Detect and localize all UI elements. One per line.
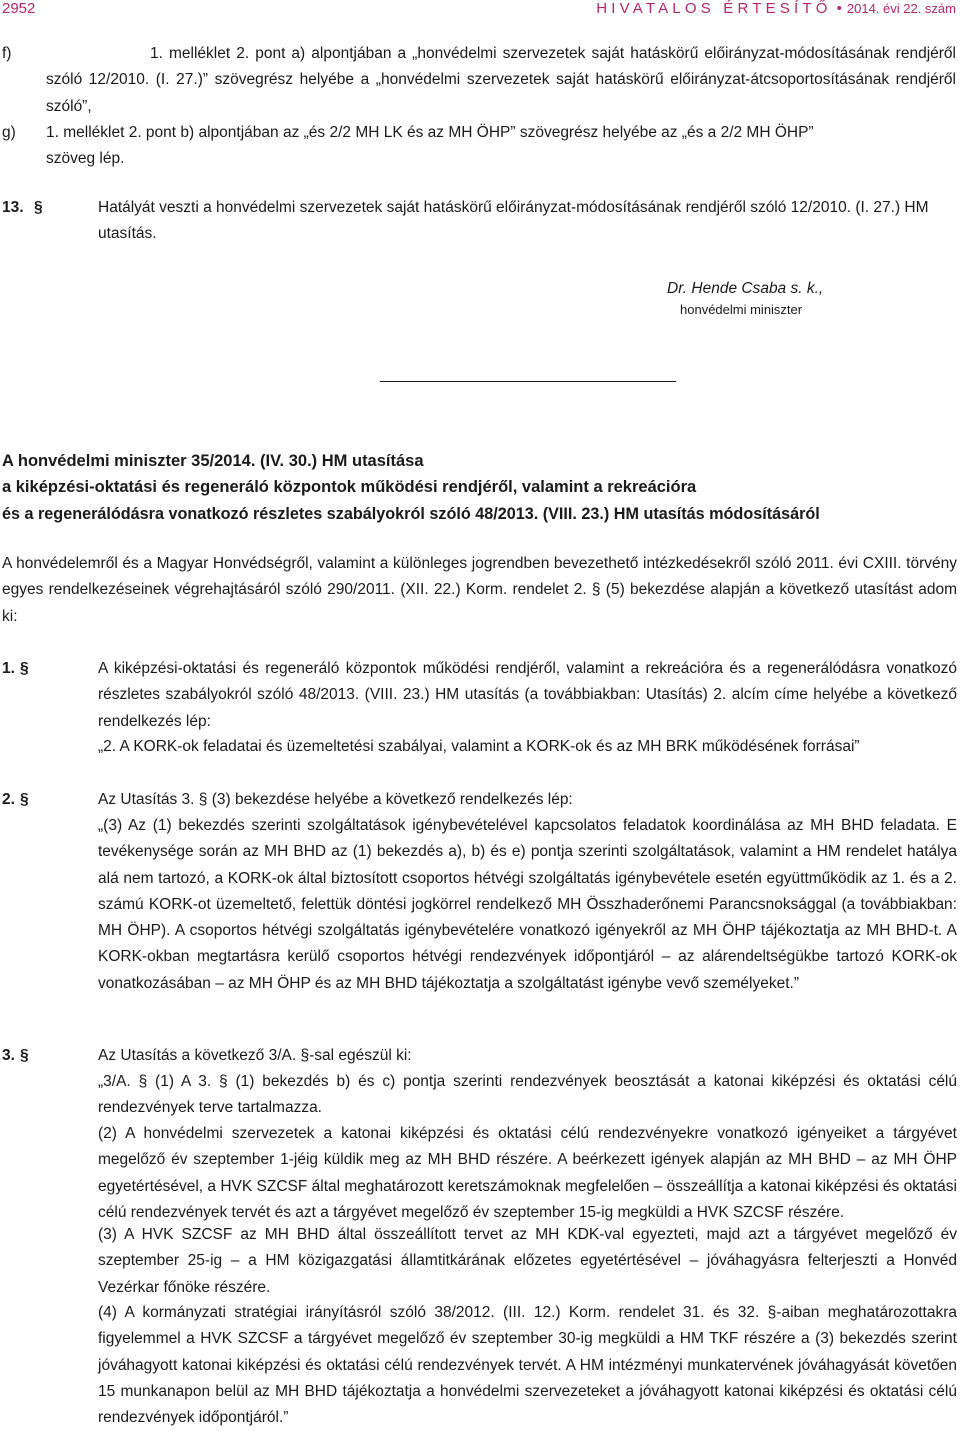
section-2-text: Az Utasítás 3. § (3) bekezdése helyébe a következő rendelkezés lép: — [98, 791, 573, 808]
signatory-name: Dr. Hende Csaba s. k., — [667, 280, 824, 297]
title-line-1: A honvédelmi miniszter 35/2014. (IV. 30.) HM utasítása — [2, 452, 424, 470]
issue-label: 2014. évi 22. szám — [846, 1, 956, 16]
document-title — [2, 448, 960, 527]
signatory-role: honvédelmi miniszter — [680, 302, 803, 317]
section-3-paragraph-3: (3) A HVK SZCSF az MH BHD által összeállított tervet az MH KDK-val egyezteti, majd azt a tárgyévet megelőző év szeptember 25-ig – a HM közigazgatási államtitkárának előzetes egyetértésével – jóváhagyásra felterjeszti a Honvéd Vezérkar főnöke részére. — [98, 1226, 957, 1296]
page-number: 2952 — [2, 0, 36, 17]
section-3-sign: § — [20, 1047, 29, 1064]
section-1-number: 1. — [2, 660, 15, 677]
title-line-2: a kiképzési-oktatási és regeneráló központok működési rendjéről, valamint a rekreációra — [2, 478, 697, 497]
separator-line — [380, 381, 676, 382]
preamble: A honvédelemről és a Magyar Honvédségről, valamint a különleges jogrendben bevezethető intézkedésekről szóló 2011. évi CXIII. törvény egyes rendelkezéseinek végrehajtásáról szóló 290/2011. (XII. 22.) Korm. rendelet 2. § (5) bekezdése alapján a következő utasítást adom ki: — [2, 555, 957, 625]
section-2-sign: § — [20, 791, 29, 808]
section-1-text: A kiképzési-oktatási és regeneráló központok működési rendjéről, valamint a rekreációra és a regenerálódásra vonatkozó részletes szabályokról szóló 48/2013. (VIII. 23.) HM utasítás (a továbbiakban: Utasítás) 2. alcím címe helyébe a következő rendelkezés lép: — [98, 660, 957, 730]
section-1-sign: § — [20, 660, 29, 677]
point-g-text-line1: 1. melléklet 2. pont b) alpontjában az „és 2/2 MH LK és az MH ÖHP” szövegrész helyébe az „és a 2/2 MH ÖHP” — [46, 124, 814, 141]
section-13-text: Hatályát veszti a honvédelmi szervezetek saját hatáskörű előirányzat-módosításának rendjéről szóló 12/2010. (I. 27.) HM utasítás. — [98, 199, 929, 243]
point-g-text-line2: szöveg lép. — [46, 150, 125, 167]
section-3-number: 3. — [2, 1047, 15, 1064]
section-13-number: 13. — [2, 199, 24, 216]
section-3-paragraph-4: (4) A kormányzati stratégiai irányításról szóló 38/2012. (III. 12.) Korm. rendelet 31. és 32. §-aiban meghatározottakra figyelemmel a HVK SZCSF a tárgyévet megelőző év szeptember 30-ig megküldi a HM TKF részére a (3) bekezdés szerint jóváhagyott katonai kiképzési és oktatási célú rendezvények tervét. A HM intézményi munkatervének jóváhagyását követően 15 munkanapon belül az MH BHD tájékoztatja a honvédelmi szervezeteket a jóváhagyott katonai kiképzési és oktatási célú rendezvények időpontjáról.” — [98, 1304, 957, 1427]
section-2-number: 2. — [2, 791, 15, 808]
point-f-text: 1. melléklet 2. pont a) alpontjában a „honvédelmi szervezetek saját hatáskörű előirányzat-módosításának rendjéről szóló 12/2010. (I. 27.)” szövegrész helyébe a „honvédelmi szervezetek saját hatáskörű előirányzat-átcsoportosításának rendjéről szóló”, — [46, 45, 956, 115]
header-bullet: • — [836, 0, 842, 17]
section-3-paragraph-2: (2) A honvédelmi szervezetek a katonai kiképzési és oktatási célú rendezvényekre vonatkozó igényeiket a tárgyévet megelőző év szeptember 1-jéig küldik meg az MH BHD részére. A beérkezett igények alapján az MH BHD – az MH ÖHP egyetértésével, a HVK SZCSF által meghatározott keretszámoknak megfelelően – összeállítja a katonai kiképzési és oktatási célú rendezvények tervét és azt a tárgyévet megelőző év szeptember 15-ig megküldi a HVK SZCSF részére. — [98, 1125, 957, 1221]
title-line-3: és a regenerálódásra vonatkozó részletes szabályokról szóló 48/2013. (VIII. 23.) HM utasítás módosításáról — [2, 504, 820, 523]
running-header — [596, 0, 956, 17]
point-g-label: g) — [2, 124, 16, 141]
section-1-quote: „2. A KORK-ok feladatai és üzemeltetési szabályai, valamint a KORK-ok és az MH BRK működésének forrásai” — [98, 738, 860, 755]
section-3-paragraph-1: „3/A. § (1) A 3. § (1) bekezdés b) és c) pontja szerinti rendezvények beosztását a katonai kiképzési és oktatási célú rendezvények terve tartalmazza. — [98, 1073, 957, 1117]
point-f-label: f) — [2, 45, 12, 62]
publication-name: HIVATALOS ÉRTESÍTŐ — [596, 0, 832, 17]
section-3-text: Az Utasítás a következő 3/A. §-sal egészül ki: — [98, 1047, 412, 1064]
section-13-sign: § — [34, 199, 43, 216]
section-2-quote: „(3) Az (1) bekezdés szerinti szolgáltatások igénybevételével kapcsolatos feladatok koordinálása az MH BHD feladata. E tevékenysége során az MH BHD az (1) bekezdés a), b) és e) pontja szerinti szolgáltatások, valamint a HM rendelet hatálya alá nem tartozó, a KORK-ok által biztosított csoportos hétvégi szolgáltatás igénybevétele esetén együttműködik az 1. és a 2. számú KORK-ot üzemeltető, felettük döntési jogkörrel rendelkező MH Összhaderőnemi Parancsnoksággal (a továbbiakban: MH ÖHP). A csoportos hétvégi szolgáltatás igénybevételére vonatkozó igényekről az MH ÖHP tájékoztatja az MH BHD-t. A KORK-okban megtartásra kerülő csoportos hétvégi rendezvények időpontjáról – az alárendeltségükbe tartozó KORK-ok vonatkozásában – az MH ÖHP és az MH BHD tájékoztatja a szolgáltatást igénybe vevő személyeket.” — [98, 817, 957, 992]
